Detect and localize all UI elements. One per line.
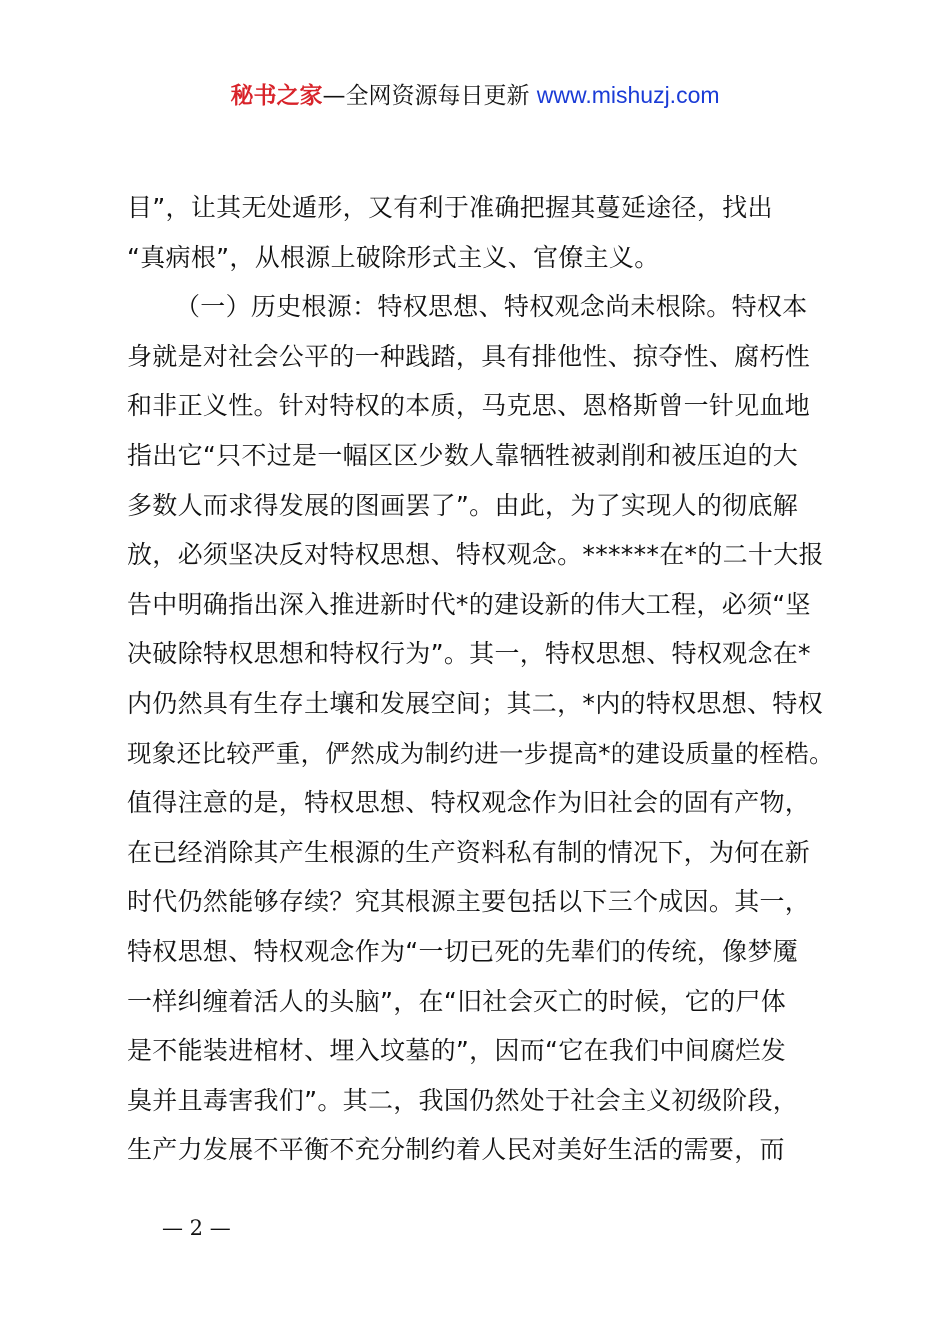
site-tagline: —全网资源每日更新 [322, 83, 530, 109]
body-line: 一样纠缠着活人的头脑”，在“旧社会灭亡的时候，它的尸体 [127, 986, 787, 1016]
body-line: 身就是对社会公平的一种践踏，具有排他性、掠夺性、腐朽性 [127, 341, 811, 371]
body-line: 决破除特权思想和特权行为”。其一，特权思想、特权观念在* [127, 639, 811, 669]
body-line: 臭并且毒害我们”。其二，我国仍然处于社会主义初级阶段， [127, 1085, 799, 1115]
body-line: 告中明确指出深入推进新时代*的建设新的伟大工程，必须“坚 [127, 589, 811, 619]
body-line: 值得注意的是，特权思想、特权观念作为旧社会的固有产物， [127, 788, 811, 818]
section-heading-line: （一）历史根源：特权思想、特权观念尚未根除。特权本 [175, 292, 808, 322]
body-line: 在已经消除其产生根源的生产资料私有制的情况下，为何在新 [127, 837, 811, 867]
site-header [0, 78, 950, 113]
document-body [127, 183, 837, 1175]
body-line: 指出它“只不过是一幅区区少数人靠牺牲被剥削和被压迫的大 [127, 440, 799, 470]
body-line: 多数人而求得发展的图画罢了”。由此，为了实现人的彻底解 [127, 490, 799, 520]
site-brand: 秘书之家 [230, 83, 323, 109]
body-line: 放，必须坚决反对特权思想、特权观念。******在*的二十大报 [127, 540, 824, 570]
body-line: 生产力发展不平衡不充分制约着人民对美好生活的需要，而 [127, 1135, 785, 1165]
body-line: 目”，让其无处遁形，又有利于准确把握其蔓延途径，找出 [127, 193, 773, 222]
body-line: 特权思想、特权观念作为“一切已死的先辈们的传统，像梦魇 [127, 936, 799, 966]
site-url-link[interactable]: www.mishuzj.com [536, 82, 720, 108]
body-line: “真病根”，从根源上破除形式主义、官僚主义。 [127, 242, 660, 272]
body-line: 现象还比较严重，俨然成为制约进一步提高*的建设质量的桎梏。 [127, 738, 834, 768]
page-number: — 2 — [162, 1216, 231, 1240]
body-line: 是不能装进棺材、埋入坟墓的”，因而“它在我们中间腐烂发 [127, 1036, 787, 1066]
body-line: 内仍然具有生存土壤和发展空间；其二，*内的特权思想、特权 [127, 688, 823, 718]
body-line: 和非正义性。针对特权的本质，马克思、恩格斯曾一针见血地 [127, 391, 811, 421]
body-line: 时代仍然能够存续？究其根源主要包括以下三个成因。其一， [127, 887, 811, 917]
